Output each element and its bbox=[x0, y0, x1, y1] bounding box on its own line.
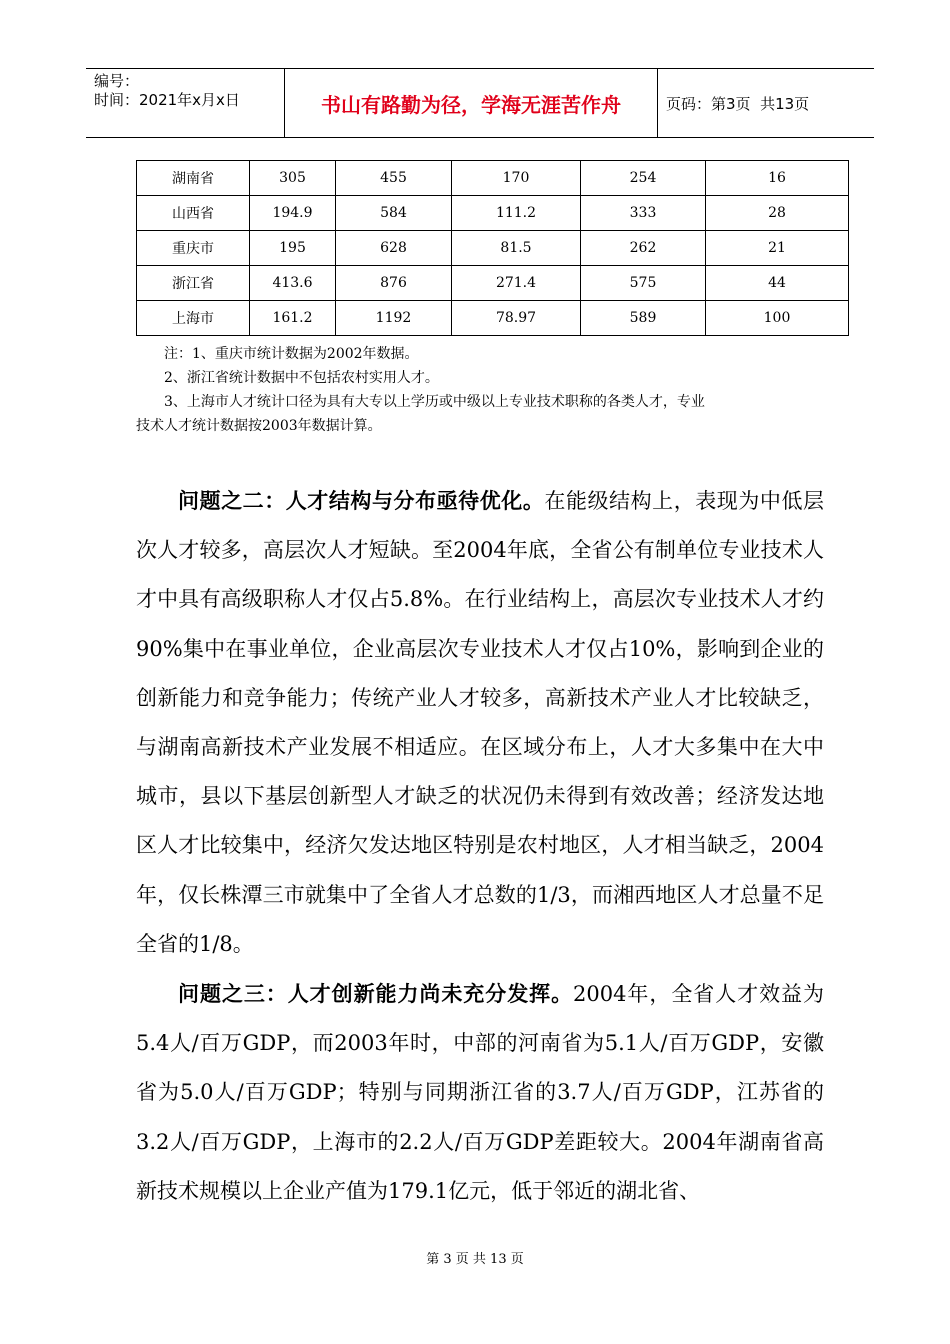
talent-statistics-table bbox=[136, 160, 849, 336]
header-number-label: 编号： bbox=[94, 72, 140, 90]
table-cell: 16 bbox=[706, 161, 849, 196]
table-cell: 575 bbox=[581, 266, 706, 301]
paragraph-structure bbox=[136, 476, 824, 969]
table-cell: 305 bbox=[250, 161, 336, 196]
note-3-continued: 技术人才统计数据按2003年数据计算。 bbox=[136, 418, 382, 434]
note-2: 2、浙江省统计数据中不包括农村实用人才。 bbox=[164, 370, 439, 386]
table-cell: 81.5 bbox=[452, 231, 581, 266]
header-motto: 书山有路勤为径，学海无涯苦作舟 bbox=[285, 69, 658, 137]
table-cell: 浙江省 bbox=[137, 266, 250, 301]
table-cell: 254 bbox=[581, 161, 706, 196]
table-cell: 100 bbox=[706, 301, 849, 336]
header-page-info: 页码：第3页 共13页 bbox=[666, 94, 810, 113]
table-row bbox=[137, 161, 849, 196]
table-cell: 876 bbox=[336, 266, 452, 301]
table-cell: 333 bbox=[581, 196, 706, 231]
note-1: 注：1、重庆市统计数据为2002年数据。 bbox=[164, 346, 419, 362]
table-cell: 170 bbox=[452, 161, 581, 196]
table-cell: 28 bbox=[706, 196, 849, 231]
table-cell: 589 bbox=[581, 301, 706, 336]
page-footer: 第 3 页 共 13 页 bbox=[426, 1252, 524, 1267]
table-cell: 111.2 bbox=[452, 196, 581, 231]
page-header bbox=[86, 68, 874, 138]
table-cell: 1192 bbox=[336, 301, 452, 336]
table-cell: 78.97 bbox=[452, 301, 581, 336]
note-3: 3、上海市人才统计口径为具有大专以上学历或中级以上专业技术职称的各类人才，专业 bbox=[164, 394, 705, 410]
body-text bbox=[136, 476, 824, 1216]
header-time-label: 时间：2021年x月x日 bbox=[94, 91, 240, 109]
paragraph-text: 在能级结构上，表现为中低层次人才较多，高层次人才短缺。至2004年底，全省公有制单位专业技术人才中具有高级职称人才仅占5.8%。在行业结构上，高层次专业技术人才约90%集中在事业单位，企业高层次专业技术人才仅占10%，影响到企业的创新能力和竞争能力；传统产业人才较多，高新技术产业人才比较缺乏，与湖南高新技术产业发展不相适应。在区域分布上，人才大多集中在大中城市，县以下基层创新型人才缺乏的状况仍未得到有效改善；经济发达地区人才比较集中，经济欠发达地区特别是农村地区，人才相当缺乏，2004年，仅长株潭三市就集中了全省人才总数的1/3，而湘西地区人才总量不足全省的1/8。 bbox=[136, 489, 825, 956]
table-cell: 161.2 bbox=[250, 301, 336, 336]
table-cell: 山西省 bbox=[137, 196, 250, 231]
table-cell: 194.9 bbox=[250, 196, 336, 231]
header-meta bbox=[86, 69, 285, 137]
table-cell: 271.4 bbox=[452, 266, 581, 301]
table-notes bbox=[136, 342, 848, 438]
table-cell: 44 bbox=[706, 266, 849, 301]
table-row bbox=[137, 231, 849, 266]
table-cell: 628 bbox=[336, 231, 452, 266]
table-row bbox=[137, 196, 849, 231]
table-cell: 湖南省 bbox=[137, 161, 250, 196]
table-row bbox=[137, 301, 849, 336]
table-cell: 上海市 bbox=[137, 301, 250, 336]
paragraph-text: 2004年，全省人才效益为5.4人/百万GDP，而2003年时，中部的河南省为5.1人/百万GDP，安徽省为5.0人/百万GDP；特别与同期浙江省的3.7人/百万GDP，江苏省的3.2人/百万GDP，上海市的2.2人/百万GDP差距较大。2004年湖南省高新技术规模以上企业产值为179.1亿元，低于邻近的湖北省、 bbox=[136, 982, 824, 1203]
table-cell: 584 bbox=[336, 196, 452, 231]
paragraph-heading: 问题之三：人才创新能力尚未充分发挥。 bbox=[178, 981, 574, 1007]
table-cell: 21 bbox=[706, 231, 849, 266]
paragraph-innovation bbox=[136, 969, 824, 1216]
table-row bbox=[137, 266, 849, 301]
table-cell: 455 bbox=[336, 161, 452, 196]
table-cell: 195 bbox=[250, 231, 336, 266]
paragraph-heading: 问题之二：人才结构与分布亟待优化。 bbox=[178, 488, 545, 513]
table-cell: 413.6 bbox=[250, 266, 336, 301]
table-cell: 262 bbox=[581, 231, 706, 266]
table-cell: 重庆市 bbox=[137, 231, 250, 266]
header-page-info-box bbox=[658, 69, 874, 137]
